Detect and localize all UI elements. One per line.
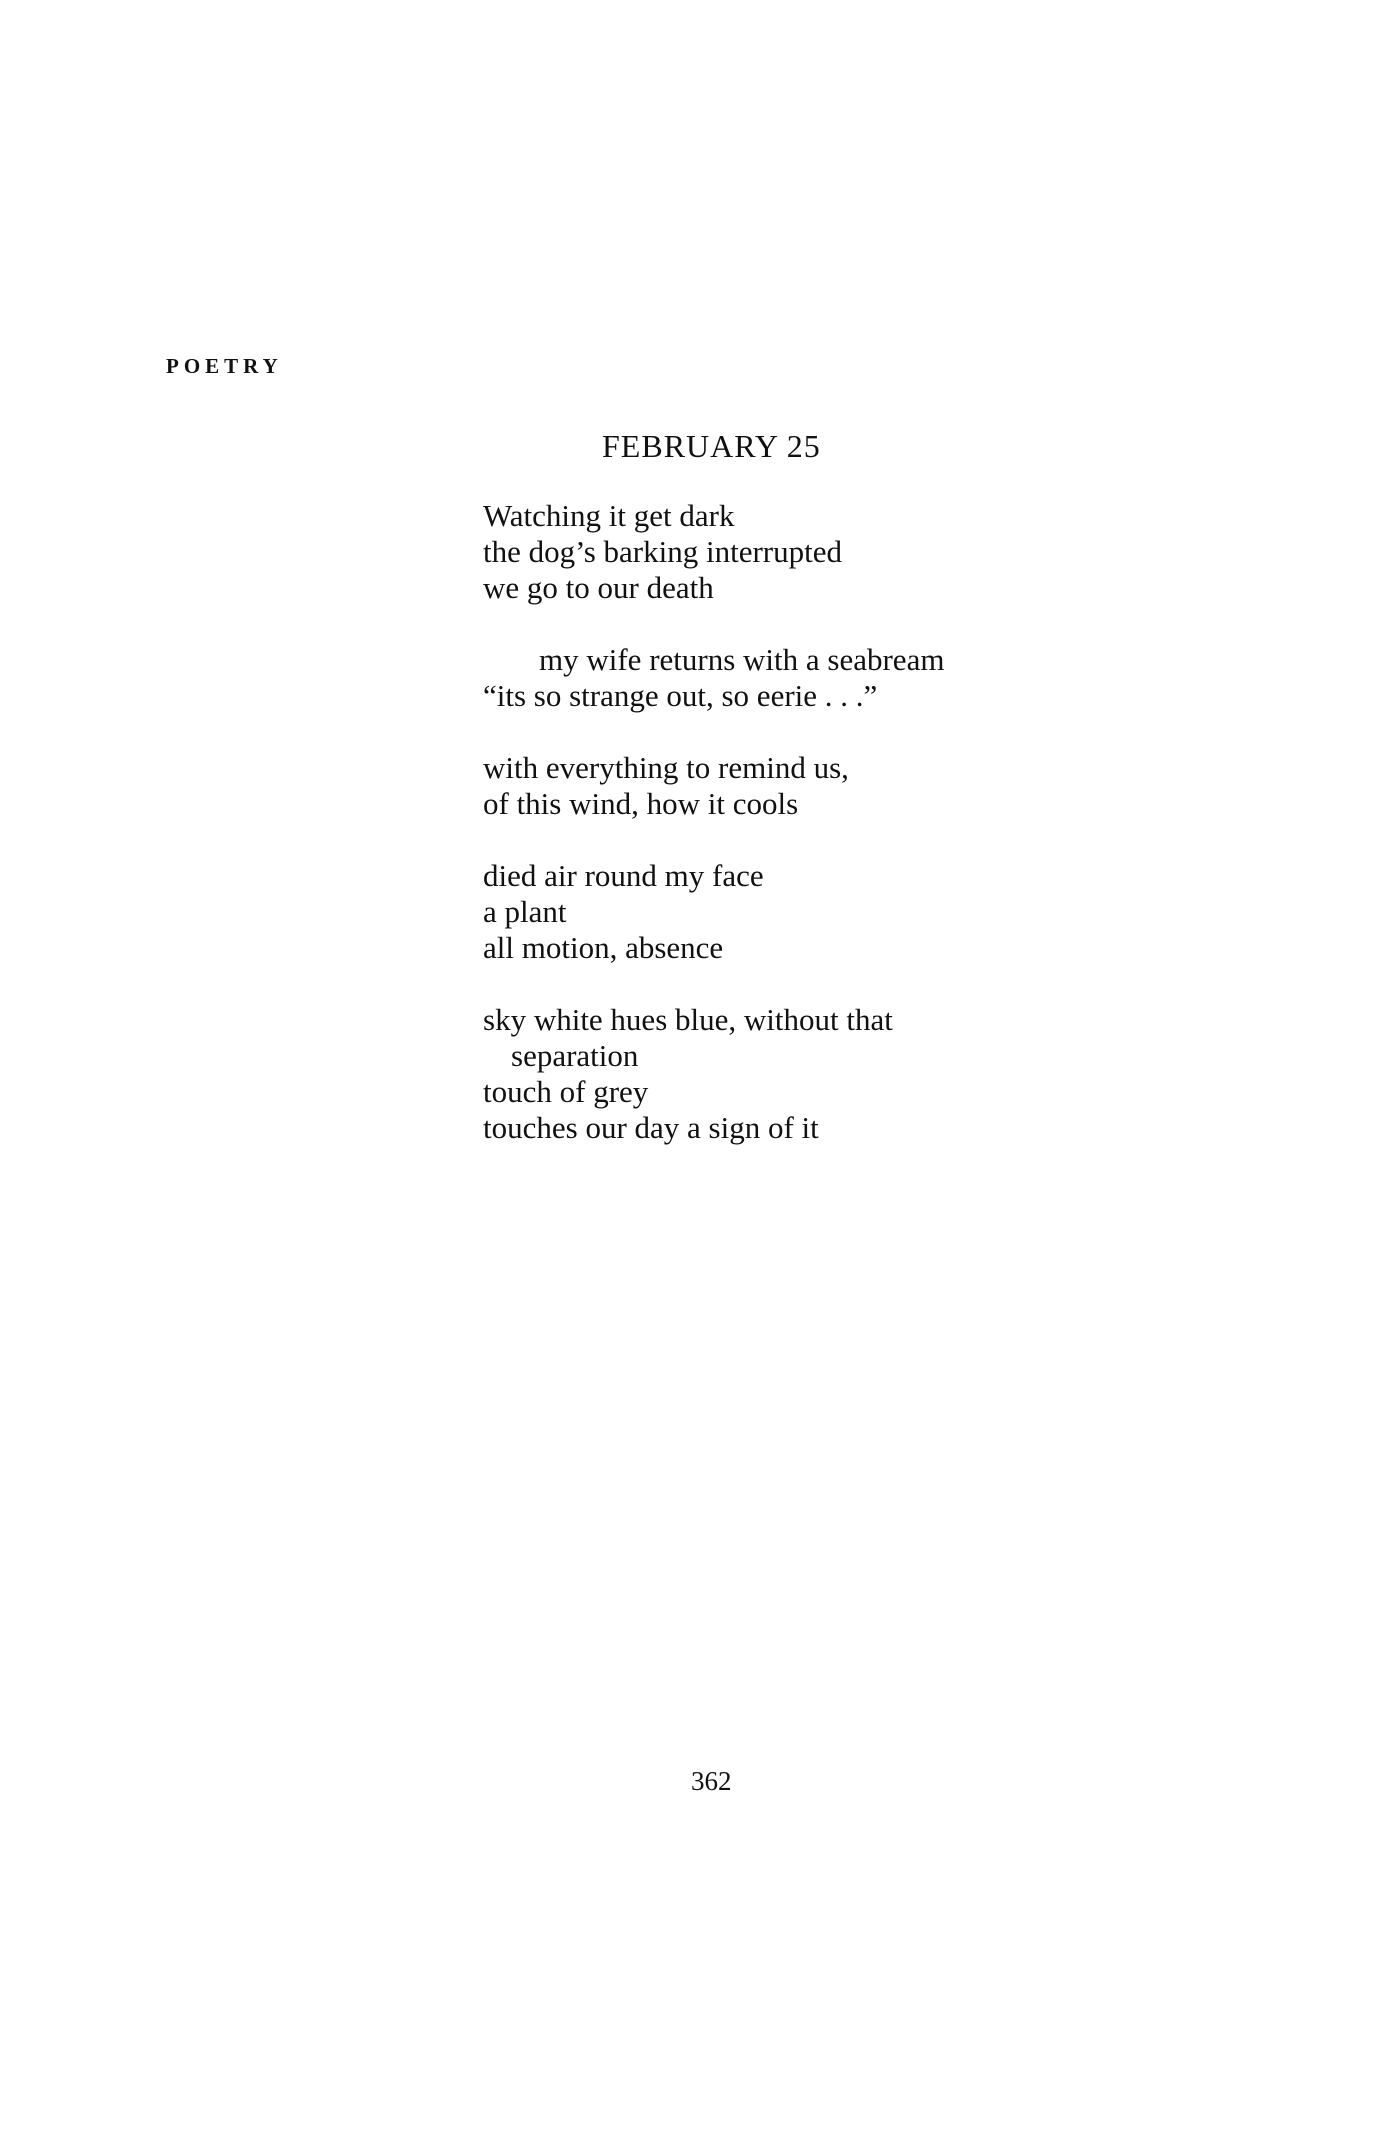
poem-line: with everything to remind us,	[483, 750, 849, 785]
poem-line: “its so strange out, so eerie . . .”	[483, 678, 878, 713]
stanza-1	[483, 498, 1303, 606]
stanza-2	[483, 642, 1303, 714]
poem-line: separation	[511, 1038, 639, 1073]
poem-line: all motion, absence	[483, 930, 724, 965]
poem-body	[483, 498, 1303, 1182]
poem-line: died air round my face	[483, 858, 764, 893]
poem-line: the dog’s barking interrupted	[483, 534, 842, 569]
stanza-3	[483, 750, 1303, 822]
running-head: POETRY	[166, 354, 283, 378]
poem-title: FEBRUARY 25	[602, 428, 821, 464]
poem-line: touch of grey	[483, 1074, 649, 1109]
poem-line: Watching it get dark	[483, 498, 735, 533]
stanza-4	[483, 858, 1303, 966]
page-number: 362	[691, 1766, 732, 1796]
poem-line: of this wind, how it cools	[483, 786, 799, 821]
stanza-5	[483, 1002, 1303, 1146]
poem-line: touches our day a sign of it	[483, 1110, 819, 1145]
poem-line: sky white hues blue, without that	[483, 1002, 893, 1037]
poem-line: a plant	[483, 894, 567, 929]
poem-line: we go to our death	[483, 570, 714, 605]
poem-line: my wife returns with a seabream	[539, 642, 945, 677]
